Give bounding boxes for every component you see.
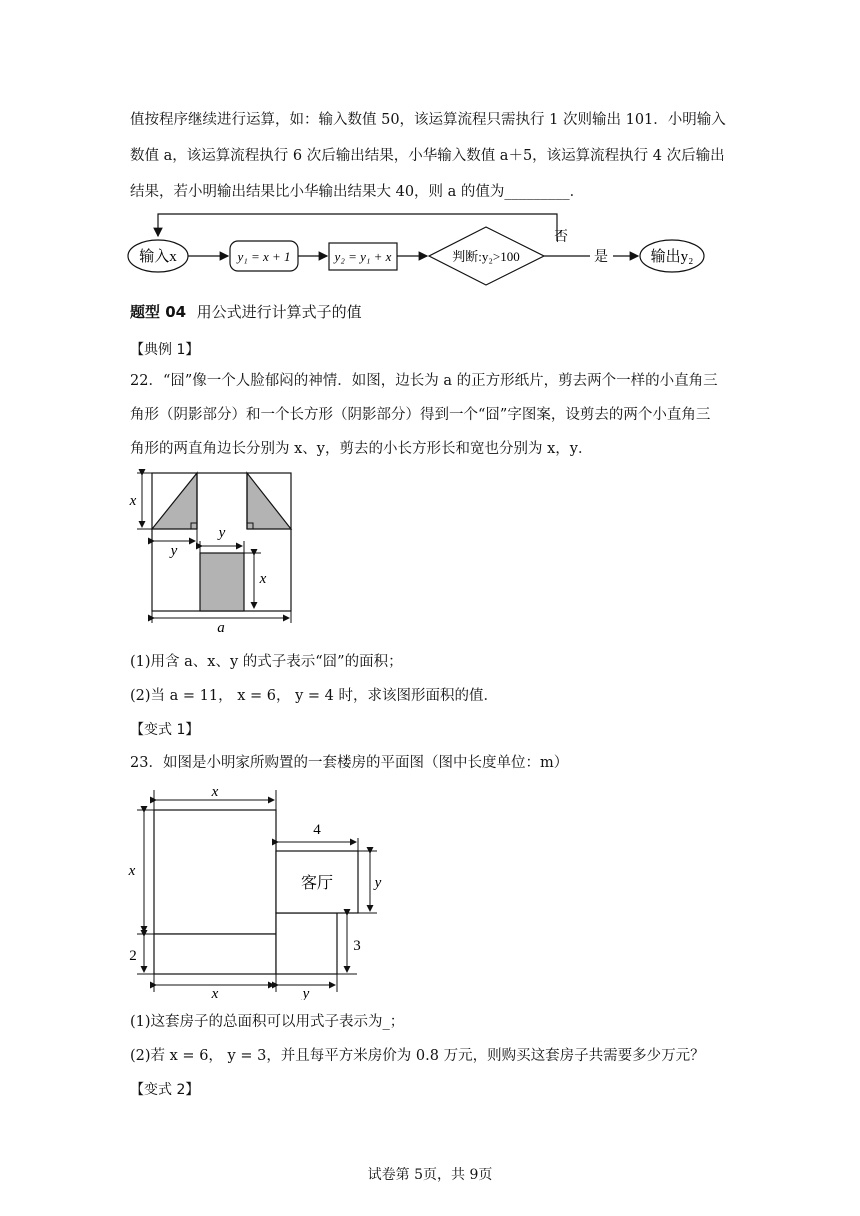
dim-two-left: 2 <box>129 948 137 964</box>
problem-21-line-3: 结果，若小明输出结果比小华输出结果大 40，则 a 的值为_________． <box>130 184 585 200</box>
flow-decision-label: 判断:y₂>100 <box>452 249 520 264</box>
dim-x-bottom: x <box>211 986 219 1000</box>
example-1-tag: 【典例 1】 <box>130 342 200 358</box>
flow-step-2-label: y₂ = y₁ + x <box>334 249 392 264</box>
flow-input-label: 输入x <box>139 249 177 265</box>
problem-22-question-1: (1)用含 a、x、y 的式子表示“囧”的面积； <box>130 654 403 670</box>
problem-21-line-2: 数值 a，该运算流程执行 6 次后输出结果，小华输入数值 a＋5，该运算流程执行 4 次后输出 <box>130 148 725 164</box>
dim-x-left: x <box>128 863 136 879</box>
page-footer: 试卷第 5页，共 9页 <box>367 1167 493 1183</box>
dim-x-right-rect: x <box>259 571 267 587</box>
problem-22-line-2: 角形（阴影部分）和一个长方形（阴影部分）得到一个“囧”字图案，设剪去的两个小直角三 <box>130 407 711 423</box>
dim-x-top: x <box>211 784 219 800</box>
dim-a-bottom: a <box>217 620 225 635</box>
dim-y-bottom-left: y <box>170 543 178 559</box>
cut-rectangle <box>200 553 244 611</box>
problem-21-line-1: 值按程序继续进行运算，如：输入数值 50，该运算流程只需执行 1 次则输出 101．小明输入 <box>130 112 726 128</box>
problem-22-line-1: 22．“囧”像一个人脸郁闷的神情．如图，边长为 a 的正方形纸片，剪去两个一样的小直角三 <box>130 373 718 389</box>
problem-22-line-3: 角形的两直角边长分别为 x、y，剪去的小长方形长和宽也分别为 x，y． <box>130 441 593 457</box>
dim-three-right: 3 <box>353 938 361 954</box>
floor-plan-figure <box>125 780 395 1000</box>
flowchart <box>120 205 720 290</box>
dim-four-top: 4 <box>313 822 321 838</box>
flow-output-label: 输出y₂ <box>650 249 694 265</box>
problem-23-question-2: (2)若 x = 6， y = 3，并且每平方米房价为 0.8 万元，则购买这套房子共需要多少万元？ <box>130 1048 705 1064</box>
variant-2-tag: 【变式 2】 <box>130 1082 200 1098</box>
problem-22-question-2: (2)当 a = 11， x = 6， y = 4 时，求该图形面积的值． <box>130 688 498 704</box>
dim-y-bottom: y <box>302 986 310 1000</box>
problem-23-line-1: 23．如图是小明家所购置的一套楼房的平面图（图中长度单位：m） <box>130 755 569 771</box>
dim-y-top-rect: y <box>218 525 226 541</box>
room-bottom-right <box>276 913 337 974</box>
dim-y-right: y <box>374 875 382 891</box>
flow-no-label: 否 <box>554 230 568 245</box>
section-label: 题型 04 <box>130 303 187 321</box>
room-strip <box>154 934 276 974</box>
flow-yes-label: 是 <box>594 250 608 265</box>
section-title: 用公式进行计算式子的值 <box>196 303 362 321</box>
section-heading <box>130 302 740 322</box>
living-room-label: 客厅 <box>300 875 334 892</box>
dim-x-left: x <box>129 493 137 509</box>
room-square <box>154 810 276 934</box>
problem-23-question-1: (1)这套房子的总面积可以用式子表示为_； <box>130 1014 405 1030</box>
flow-step-1-label: y₁ = x + 1 <box>237 249 291 264</box>
jiong-figure <box>125 465 305 635</box>
variant-1-tag: 【变式 1】 <box>130 722 200 738</box>
